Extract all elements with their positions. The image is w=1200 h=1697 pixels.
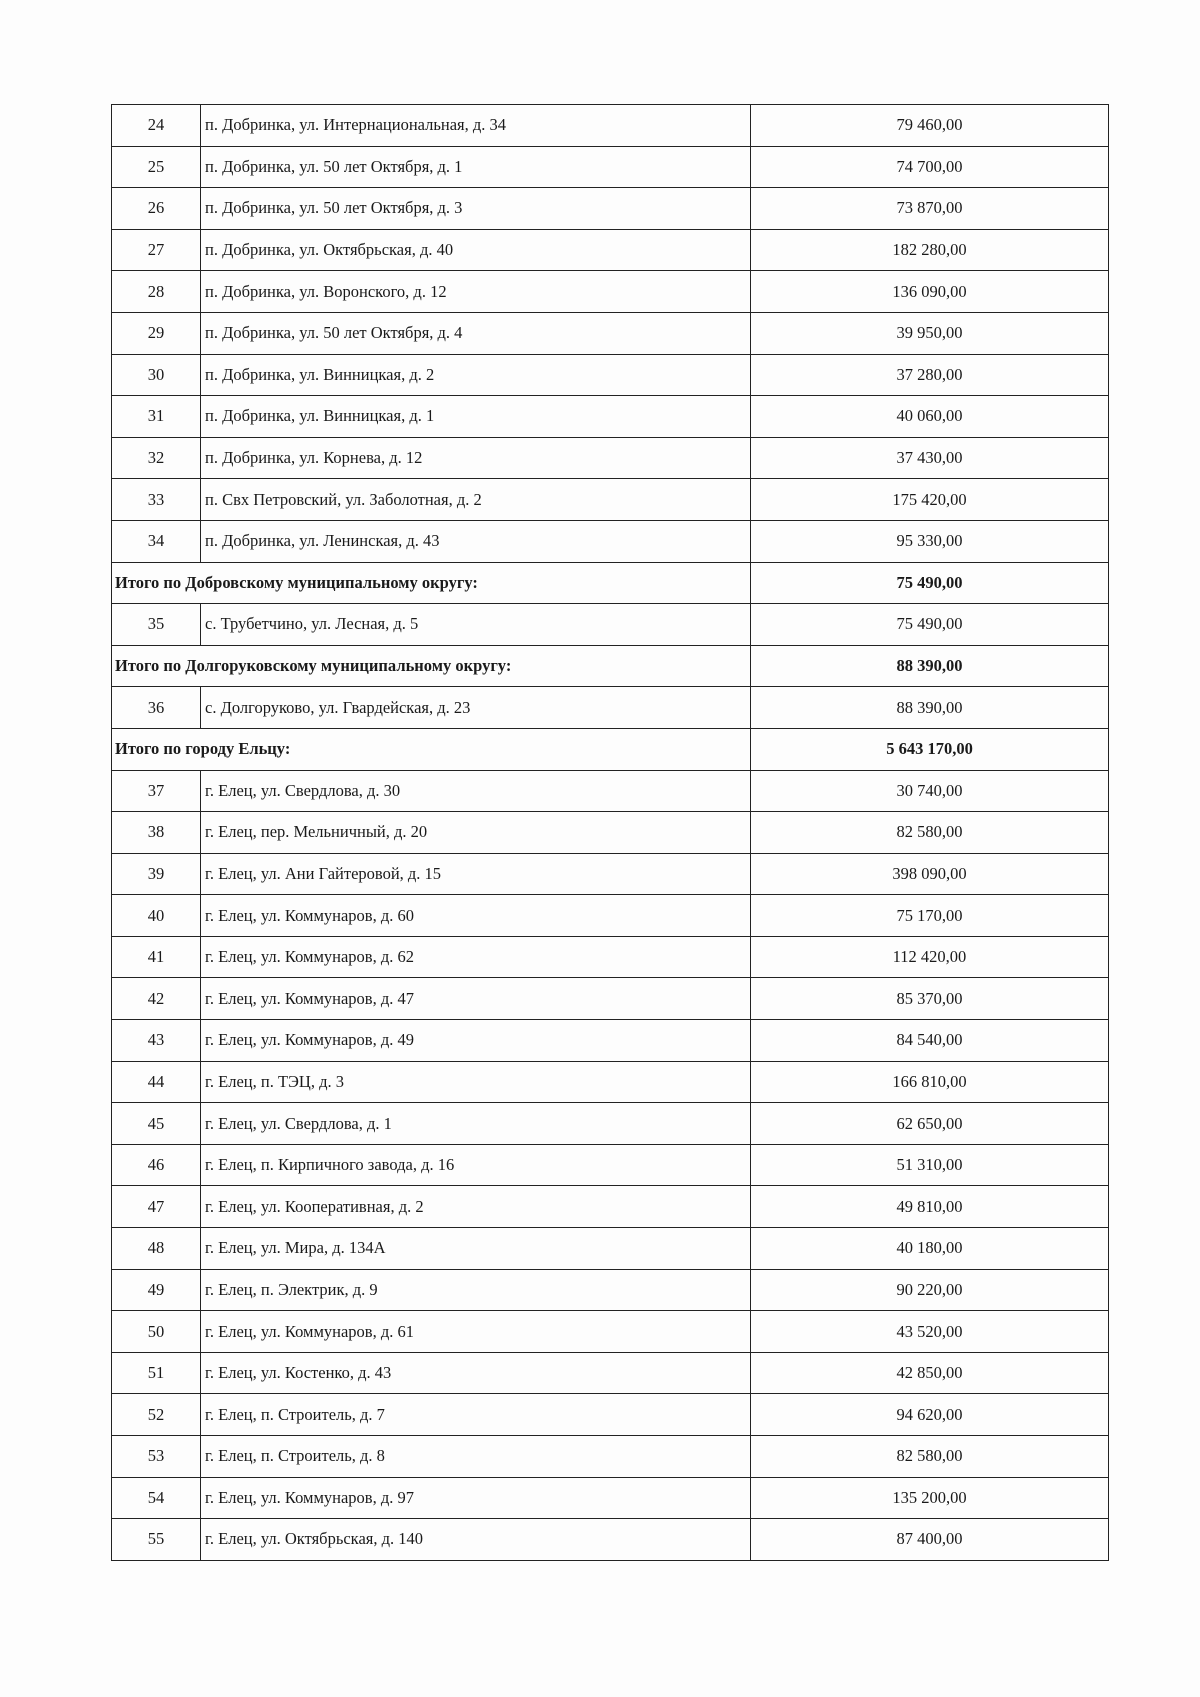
- table-row: [112, 271, 1109, 313]
- row-number: 38: [112, 812, 201, 854]
- row-amount: 136 090,00: [751, 271, 1109, 313]
- row-number: 28: [112, 271, 201, 313]
- row-address: п. Добринка, ул. Октябрьская, д. 40: [201, 229, 751, 271]
- row-number: 34: [112, 520, 201, 562]
- row-number: 26: [112, 188, 201, 230]
- row-number: 27: [112, 229, 201, 271]
- table-row: [112, 1228, 1109, 1270]
- row-number: 33: [112, 479, 201, 521]
- table-row: [112, 312, 1109, 354]
- row-number: 35: [112, 604, 201, 646]
- table-row: [112, 105, 1109, 147]
- table-row: [112, 1519, 1109, 1561]
- table-row: [112, 146, 1109, 188]
- subtotal-row: [112, 562, 1109, 604]
- table-row: [112, 853, 1109, 895]
- row-amount: 82 580,00: [751, 1436, 1109, 1478]
- row-address: п. Свх Петровский, ул. Заболотная, д. 2: [201, 479, 751, 521]
- row-amount: 40 180,00: [751, 1228, 1109, 1270]
- amounts-table: [111, 104, 1109, 1561]
- table-row: [112, 1311, 1109, 1353]
- subtotal-label: Итого по Долгоруковскому муниципальному округу:: [112, 645, 751, 687]
- row-amount: 135 200,00: [751, 1477, 1109, 1519]
- row-amount: 79 460,00: [751, 105, 1109, 147]
- table-row: [112, 1394, 1109, 1436]
- row-number: 43: [112, 1020, 201, 1062]
- row-address: п. Добринка, ул. Корнева, д. 12: [201, 437, 751, 479]
- row-amount: 175 420,00: [751, 479, 1109, 521]
- row-amount: 39 950,00: [751, 312, 1109, 354]
- row-number: 24: [112, 105, 201, 147]
- table-row: [112, 1061, 1109, 1103]
- row-amount: 398 090,00: [751, 853, 1109, 895]
- row-address: п. Добринка, ул. 50 лет Октября, д. 4: [201, 312, 751, 354]
- subtotal-label: Итого по Добровскому муниципальному округу:: [112, 562, 751, 604]
- row-number: 54: [112, 1477, 201, 1519]
- table-row: [112, 1020, 1109, 1062]
- row-number: 30: [112, 354, 201, 396]
- row-address: г. Елец, ул. Коммунаров, д. 62: [201, 936, 751, 978]
- row-address: г. Елец, п. Строитель, д. 8: [201, 1436, 751, 1478]
- row-number: 44: [112, 1061, 201, 1103]
- row-number: 36: [112, 687, 201, 729]
- row-number: 37: [112, 770, 201, 812]
- row-number: 53: [112, 1436, 201, 1478]
- row-address: п. Добринка, ул. Винницкая, д. 2: [201, 354, 751, 396]
- row-number: 32: [112, 437, 201, 479]
- row-address: г. Елец, ул. Свердлова, д. 30: [201, 770, 751, 812]
- row-amount: 30 740,00: [751, 770, 1109, 812]
- table-body: [112, 105, 1109, 1561]
- row-amount: 62 650,00: [751, 1103, 1109, 1145]
- row-address: п. Добринка, ул. Винницкая, д. 1: [201, 396, 751, 438]
- row-address: г. Елец, ул. Костенко, д. 43: [201, 1352, 751, 1394]
- row-amount: 95 330,00: [751, 520, 1109, 562]
- table-row: [112, 229, 1109, 271]
- table-row: [112, 1144, 1109, 1186]
- row-address: г. Елец, ул. Октябрьская, д. 140: [201, 1519, 751, 1561]
- row-address: с. Трубетчино, ул. Лесная, д. 5: [201, 604, 751, 646]
- row-number: 29: [112, 312, 201, 354]
- row-address: п. Добринка, ул. Воронского, д. 12: [201, 271, 751, 313]
- row-number: 50: [112, 1311, 201, 1353]
- row-address: п. Добринка, ул. 50 лет Октября, д. 1: [201, 146, 751, 188]
- row-amount: 73 870,00: [751, 188, 1109, 230]
- row-address: п. Добринка, ул. Интернациональная, д. 34: [201, 105, 751, 147]
- row-amount: 51 310,00: [751, 1144, 1109, 1186]
- table-row: [112, 978, 1109, 1020]
- table-row: [112, 1186, 1109, 1228]
- row-amount: 182 280,00: [751, 229, 1109, 271]
- table-row: [112, 1436, 1109, 1478]
- table-row: [112, 1103, 1109, 1145]
- row-address: г. Елец, ул. Коммунаров, д. 61: [201, 1311, 751, 1353]
- table-row: [112, 354, 1109, 396]
- row-address: п. Добринка, ул. 50 лет Октября, д. 3: [201, 188, 751, 230]
- subtotal-amount: 5 643 170,00: [751, 728, 1109, 770]
- row-amount: 43 520,00: [751, 1311, 1109, 1353]
- row-address: с. Долгоруково, ул. Гвардейская, д. 23: [201, 687, 751, 729]
- row-number: 51: [112, 1352, 201, 1394]
- row-number: 39: [112, 853, 201, 895]
- row-amount: 42 850,00: [751, 1352, 1109, 1394]
- row-number: 52: [112, 1394, 201, 1436]
- row-address: г. Елец, ул. Кооперативная, д. 2: [201, 1186, 751, 1228]
- row-amount: 85 370,00: [751, 978, 1109, 1020]
- row-number: 48: [112, 1228, 201, 1270]
- row-number: 31: [112, 396, 201, 438]
- row-address: г. Елец, ул. Коммунаров, д. 49: [201, 1020, 751, 1062]
- table-row: [112, 1352, 1109, 1394]
- row-address: г. Елец, ул. Коммунаров, д. 47: [201, 978, 751, 1020]
- row-number: 46: [112, 1144, 201, 1186]
- row-amount: 90 220,00: [751, 1269, 1109, 1311]
- row-address: г. Елец, ул. Коммунаров, д. 60: [201, 895, 751, 937]
- row-address: г. Елец, ул. Мира, д. 134А: [201, 1228, 751, 1270]
- subtotal-row: [112, 728, 1109, 770]
- table-row: [112, 895, 1109, 937]
- row-number: 45: [112, 1103, 201, 1145]
- row-amount: 75 170,00: [751, 895, 1109, 937]
- row-amount: 82 580,00: [751, 812, 1109, 854]
- table-row: [112, 1269, 1109, 1311]
- subtotal-amount: 88 390,00: [751, 645, 1109, 687]
- table-row: [112, 936, 1109, 978]
- row-address: г. Елец, ул. Свердлова, д. 1: [201, 1103, 751, 1145]
- row-number: 47: [112, 1186, 201, 1228]
- row-address: г. Елец, ул. Коммунаров, д. 97: [201, 1477, 751, 1519]
- row-amount: 40 060,00: [751, 396, 1109, 438]
- table-row: [112, 687, 1109, 729]
- row-address: г. Елец, п. ТЭЦ, д. 3: [201, 1061, 751, 1103]
- table-row: [112, 520, 1109, 562]
- table-row: [112, 1477, 1109, 1519]
- row-number: 40: [112, 895, 201, 937]
- row-amount: 87 400,00: [751, 1519, 1109, 1561]
- row-address: г. Елец, пер. Мельничный, д. 20: [201, 812, 751, 854]
- subtotal-label: Итого по городу Ельцу:: [112, 728, 751, 770]
- row-address: г. Елец, п. Строитель, д. 7: [201, 1394, 751, 1436]
- row-amount: 166 810,00: [751, 1061, 1109, 1103]
- row-address: п. Добринка, ул. Ленинская, д. 43: [201, 520, 751, 562]
- table-row: [112, 396, 1109, 438]
- table-row: [112, 604, 1109, 646]
- row-amount: 75 490,00: [751, 604, 1109, 646]
- row-amount: 49 810,00: [751, 1186, 1109, 1228]
- subtotal-row: [112, 645, 1109, 687]
- row-address: г. Елец, п. Кирпичного завода, д. 16: [201, 1144, 751, 1186]
- row-amount: 37 430,00: [751, 437, 1109, 479]
- row-number: 41: [112, 936, 201, 978]
- row-number: 42: [112, 978, 201, 1020]
- row-amount: 37 280,00: [751, 354, 1109, 396]
- table-row: [112, 770, 1109, 812]
- row-amount: 74 700,00: [751, 146, 1109, 188]
- row-amount: 88 390,00: [751, 687, 1109, 729]
- row-amount: 112 420,00: [751, 936, 1109, 978]
- row-address: г. Елец, п. Электрик, д. 9: [201, 1269, 751, 1311]
- row-number: 25: [112, 146, 201, 188]
- table-row: [112, 479, 1109, 521]
- table-row: [112, 812, 1109, 854]
- row-number: 55: [112, 1519, 201, 1561]
- row-amount: 94 620,00: [751, 1394, 1109, 1436]
- row-number: 49: [112, 1269, 201, 1311]
- subtotal-amount: 75 490,00: [751, 562, 1109, 604]
- table-row: [112, 188, 1109, 230]
- row-amount: 84 540,00: [751, 1020, 1109, 1062]
- row-address: г. Елец, ул. Ани Гайтеровой, д. 15: [201, 853, 751, 895]
- table-row: [112, 437, 1109, 479]
